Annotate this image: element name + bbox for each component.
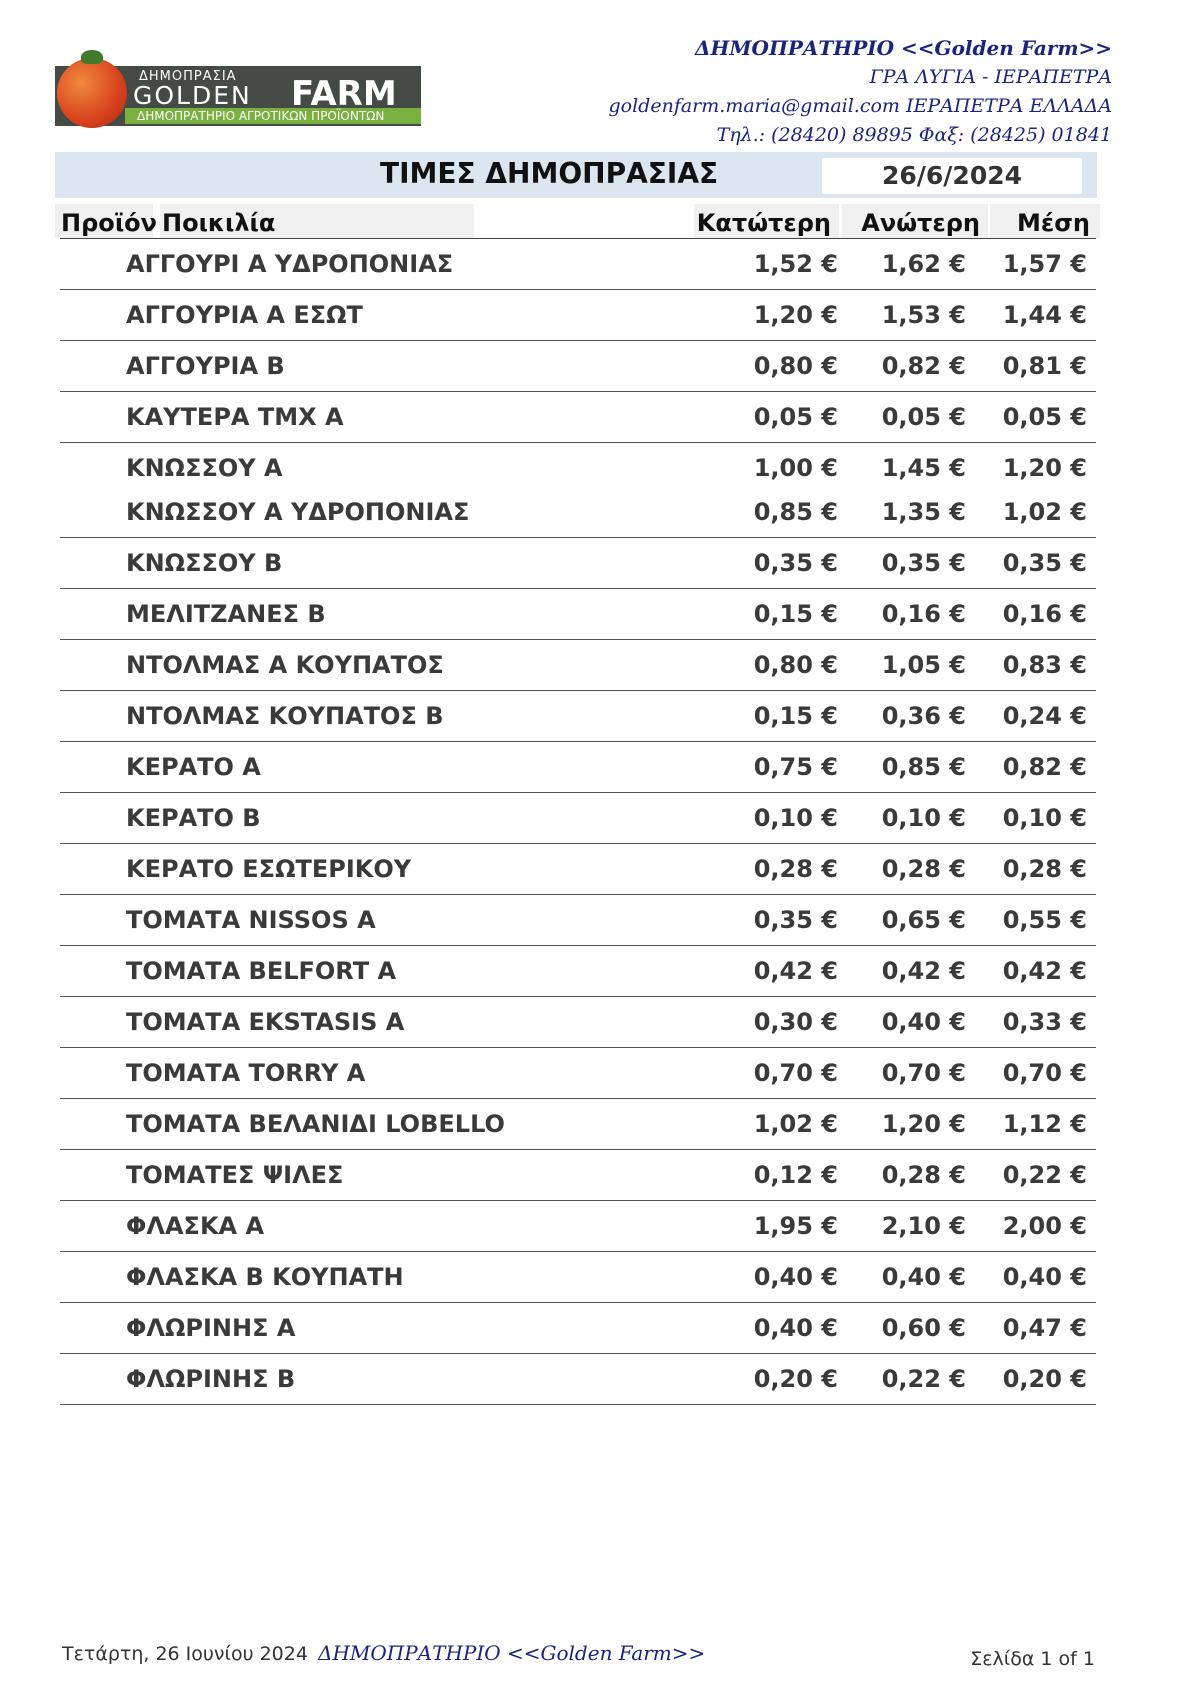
price-line bbox=[60, 1000, 1096, 1044]
table-row bbox=[60, 341, 1096, 392]
high-price: 0,82 € bbox=[881, 352, 966, 380]
avg-price: 0,10 € bbox=[1002, 804, 1087, 832]
table-row bbox=[60, 1048, 1096, 1099]
low-price: 1,02 € bbox=[753, 1110, 838, 1138]
low-price: 1,95 € bbox=[753, 1212, 838, 1240]
variety-name: ΚΝΩΣΣΟΥ Α ΥΔΡΟΠΟΝΙΑΣ bbox=[126, 498, 470, 526]
table-row bbox=[60, 443, 1096, 538]
table-row bbox=[60, 239, 1096, 290]
avg-price: 0,55 € bbox=[1002, 906, 1087, 934]
header-variety: Ποικιλία bbox=[160, 204, 474, 238]
avg-price: 0,28 € bbox=[1002, 855, 1087, 883]
table-row bbox=[60, 997, 1096, 1048]
table-row bbox=[60, 1354, 1096, 1405]
company-name: ΔΗΜΟΠΡΑΤΗΡΙΟ <<Golden Farm>> bbox=[694, 36, 1112, 60]
price-line bbox=[60, 694, 1096, 738]
avg-price: 0,16 € bbox=[1002, 600, 1087, 628]
price-line bbox=[60, 796, 1096, 840]
variety-name: ΚΑΥΤΕΡΑ ΤΜΧ Α bbox=[126, 403, 344, 431]
high-price: 0,36 € bbox=[881, 702, 966, 730]
price-line bbox=[60, 1306, 1096, 1350]
low-price: 0,15 € bbox=[753, 600, 838, 628]
footer-page-number: Σελίδα 1 of 1 bbox=[970, 1648, 1095, 1670]
logo-small-text: ΔΗΜΟΠΡΑΣΙΑ bbox=[139, 69, 237, 84]
high-price: 0,65 € bbox=[881, 906, 966, 934]
avg-price: 0,83 € bbox=[1002, 651, 1087, 679]
avg-price: 1,12 € bbox=[1002, 1110, 1087, 1138]
avg-price: 0,40 € bbox=[1002, 1263, 1087, 1291]
high-price: 0,35 € bbox=[881, 549, 966, 577]
low-price: 0,75 € bbox=[753, 753, 838, 781]
variety-name: ΦΛΩΡΙΝΗΣ Β bbox=[126, 1365, 296, 1393]
low-price: 0,40 € bbox=[753, 1263, 838, 1291]
variety-name: ΜΕΛΙΤΖΑΝΕΣ Β bbox=[126, 600, 326, 628]
avg-price: 0,82 € bbox=[1002, 753, 1087, 781]
high-price: 0,22 € bbox=[881, 1365, 966, 1393]
low-price: 1,00 € bbox=[753, 454, 838, 482]
variety-name: ΑΓΓΟΥΡΙΑ Α ΕΣΩΤ bbox=[126, 301, 363, 329]
high-price: 0,05 € bbox=[881, 403, 966, 431]
variety-name: ΤΟΜΑΤΑ BELFORT A bbox=[126, 957, 397, 985]
variety-name: ΚΝΩΣΣΟΥ Α bbox=[126, 454, 283, 482]
footer-company: ΔΗΜΟΠΡΑΤΗΡΙΟ <<Golden Farm>> bbox=[318, 1641, 706, 1665]
high-price: 0,40 € bbox=[881, 1008, 966, 1036]
price-line bbox=[60, 1102, 1096, 1146]
company-info bbox=[609, 34, 1113, 150]
table-row bbox=[60, 589, 1096, 640]
avg-price: 1,44 € bbox=[1002, 301, 1087, 329]
high-price: 1,62 € bbox=[881, 250, 966, 278]
low-price: 0,20 € bbox=[753, 1365, 838, 1393]
low-price: 0,15 € bbox=[753, 702, 838, 730]
avg-price: 0,70 € bbox=[1002, 1059, 1087, 1087]
high-price: 0,16 € bbox=[881, 600, 966, 628]
low-price: 0,42 € bbox=[753, 957, 838, 985]
price-line bbox=[60, 490, 1096, 534]
high-price: 1,35 € bbox=[881, 498, 966, 526]
low-price: 0,10 € bbox=[753, 804, 838, 832]
header-high: Ανώτερη bbox=[842, 204, 988, 238]
price-line bbox=[60, 1204, 1096, 1248]
variety-name: ΦΛΑΣΚΑ Α bbox=[126, 1212, 265, 1240]
high-price: 0,85 € bbox=[881, 753, 966, 781]
table-row bbox=[60, 1252, 1096, 1303]
high-price: 0,10 € bbox=[881, 804, 966, 832]
low-price: 0,70 € bbox=[753, 1059, 838, 1087]
avg-price: 0,33 € bbox=[1002, 1008, 1087, 1036]
price-line bbox=[60, 847, 1096, 891]
price-line bbox=[60, 898, 1096, 942]
logo-subtitle: ΔΗΜΟΠΡΑΤΗΡΙΟ ΑΓΡΟΤΙΚΩΝ ΠΡΟΪΟΝΤΩΝ bbox=[137, 109, 385, 123]
company-email: goldenfarm.maria@gmail.com ΙΕΡΑΠΕΤΡΑ ΕΛΛΑΔΑ bbox=[608, 95, 1112, 117]
price-table bbox=[60, 239, 1096, 1405]
price-line bbox=[60, 1153, 1096, 1197]
high-price: 1,53 € bbox=[881, 301, 966, 329]
low-price: 0,35 € bbox=[753, 906, 838, 934]
leaf-icon bbox=[81, 50, 103, 64]
header-avg: Μέση bbox=[990, 204, 1100, 238]
tomato-icon bbox=[57, 58, 127, 128]
low-price: 0,30 € bbox=[753, 1008, 838, 1036]
low-price: 1,52 € bbox=[753, 250, 838, 278]
table-row bbox=[60, 1201, 1096, 1252]
high-price: 0,70 € bbox=[881, 1059, 966, 1087]
table-row bbox=[60, 538, 1096, 589]
avg-price: 0,24 € bbox=[1002, 702, 1087, 730]
variety-name: ΚΕΡΑΤΟ ΕΣΩΤΕΡΙΚΟΥ bbox=[126, 855, 412, 883]
low-price: 0,12 € bbox=[753, 1161, 838, 1189]
table-row bbox=[60, 640, 1096, 691]
avg-price: 0,35 € bbox=[1002, 549, 1087, 577]
variety-name: ΤΟΜΑΤΑ ΒΕΛΑΝΙΔΙ LOBELLO bbox=[126, 1110, 505, 1138]
low-price: 0,05 € bbox=[753, 403, 838, 431]
avg-price: 1,02 € bbox=[1002, 498, 1087, 526]
high-price: 0,28 € bbox=[881, 855, 966, 883]
variety-name: ΚΕΡΑΤΟ Α bbox=[126, 753, 261, 781]
table-row bbox=[60, 793, 1096, 844]
logo-farm-text: FARM bbox=[291, 74, 397, 114]
table-row bbox=[60, 290, 1096, 341]
low-price: 0,28 € bbox=[753, 855, 838, 883]
avg-price: 2,00 € bbox=[1002, 1212, 1087, 1240]
price-line bbox=[60, 293, 1096, 337]
high-price: 1,20 € bbox=[881, 1110, 966, 1138]
low-price: 0,35 € bbox=[753, 549, 838, 577]
variety-name: ΚΝΩΣΣΟΥ Β bbox=[126, 549, 283, 577]
high-price: 0,60 € bbox=[881, 1314, 966, 1342]
price-line bbox=[60, 1255, 1096, 1299]
variety-name: ΑΓΓΟΥΡΙΑ Β bbox=[126, 352, 285, 380]
price-line bbox=[60, 745, 1096, 789]
company-address: ΓΡΑ ΛΥΓΙΑ - ΙΕΡΑΠΕΤΡΑ bbox=[869, 66, 1112, 88]
variety-name: ΤΟΜΑΤΑ NISSOS A bbox=[126, 906, 376, 934]
price-line bbox=[60, 395, 1096, 439]
high-price: 0,40 € bbox=[881, 1263, 966, 1291]
high-price: 2,10 € bbox=[881, 1212, 966, 1240]
logo-golden-text: GOLDEN bbox=[133, 81, 252, 110]
price-line bbox=[60, 446, 1096, 490]
company-phone: Τηλ.: (28420) 89895 Φαξ: (28425) 01841 bbox=[716, 124, 1112, 146]
table-row bbox=[60, 392, 1096, 443]
avg-price: 0,05 € bbox=[1002, 403, 1087, 431]
table-row bbox=[60, 946, 1096, 997]
table-row bbox=[60, 742, 1096, 793]
avg-price: 1,57 € bbox=[1002, 250, 1087, 278]
avg-price: 0,20 € bbox=[1002, 1365, 1087, 1393]
price-line bbox=[60, 949, 1096, 993]
avg-price: 0,22 € bbox=[1002, 1161, 1087, 1189]
table-row bbox=[60, 1099, 1096, 1150]
variety-name: ΝΤΟΛΜΑΣ Α ΚΟΥΠΑΤΟΣ bbox=[126, 651, 444, 679]
low-price: 1,20 € bbox=[753, 301, 838, 329]
page-title: ΤΙΜΕΣ ΔΗΜΟΠΡΑΣΙΑΣ bbox=[380, 157, 719, 190]
variety-name: ΚΕΡΑΤΟ Β bbox=[126, 804, 261, 832]
price-line bbox=[60, 541, 1096, 585]
variety-name: ΤΟΜΑΤΑ TORRY A bbox=[126, 1059, 366, 1087]
header-low: Κατώτερη bbox=[694, 204, 839, 238]
price-line bbox=[60, 344, 1096, 388]
variety-name: ΦΛΑΣΚΑ Β ΚΟΥΠΑΤΗ bbox=[126, 1263, 404, 1291]
variety-name: ΝΤΟΛΜΑΣ ΚΟΥΠΑΤΟΣ Β bbox=[126, 702, 444, 730]
low-price: 0,85 € bbox=[753, 498, 838, 526]
variety-name: ΤΟΜΑΤΑ EKSTASIS A bbox=[126, 1008, 405, 1036]
low-price: 0,80 € bbox=[753, 651, 838, 679]
table-row bbox=[60, 1303, 1096, 1354]
table-row bbox=[60, 844, 1096, 895]
variety-name: ΤΟΜΑΤΕΣ ΨΙΛΕΣ bbox=[126, 1161, 344, 1189]
avg-price: 0,47 € bbox=[1002, 1314, 1087, 1342]
price-line bbox=[60, 1357, 1096, 1401]
header-product: Προϊόν bbox=[55, 204, 153, 238]
table-row bbox=[60, 895, 1096, 946]
avg-price: 1,20 € bbox=[1002, 454, 1087, 482]
price-line bbox=[60, 643, 1096, 687]
auction-date: 26/6/2024 bbox=[822, 158, 1082, 194]
high-price: 1,05 € bbox=[881, 651, 966, 679]
footer-date: Τετάρτη, 26 Ιουνίου 2024 bbox=[62, 1643, 308, 1665]
avg-price: 0,81 € bbox=[1002, 352, 1087, 380]
avg-price: 0,42 € bbox=[1002, 957, 1087, 985]
price-line bbox=[60, 1051, 1096, 1095]
high-price: 0,28 € bbox=[881, 1161, 966, 1189]
table-row bbox=[60, 691, 1096, 742]
price-line bbox=[60, 592, 1096, 636]
variety-name: ΦΛΩΡΙΝΗΣ Α bbox=[126, 1314, 296, 1342]
table-row bbox=[60, 1150, 1096, 1201]
variety-name: ΑΓΓΟΥΡΙ Α ΥΔΡΟΠΟΝΙΑΣ bbox=[126, 250, 454, 278]
high-price: 1,45 € bbox=[881, 454, 966, 482]
low-price: 0,40 € bbox=[753, 1314, 838, 1342]
high-price: 0,42 € bbox=[881, 957, 966, 985]
price-line bbox=[60, 242, 1096, 286]
low-price: 0,80 € bbox=[753, 352, 838, 380]
golden-farm-logo bbox=[55, 48, 421, 128]
